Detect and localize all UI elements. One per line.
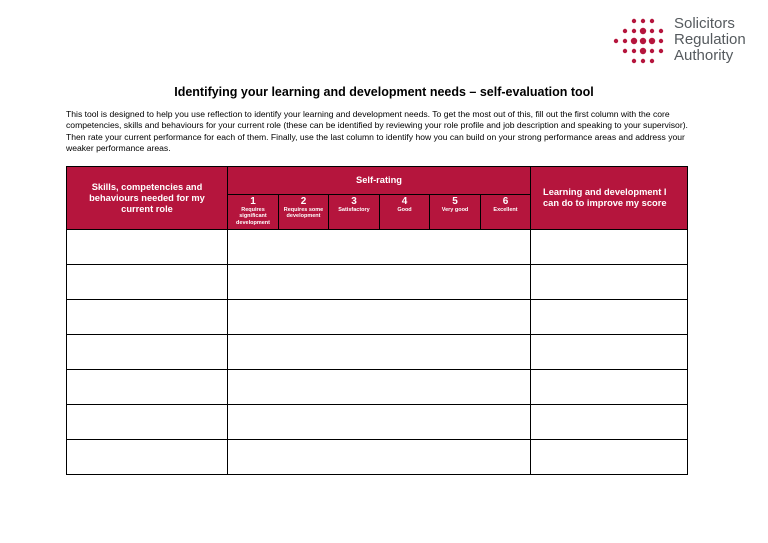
logo-dot: [650, 59, 654, 63]
rating-cell[interactable]: [228, 370, 531, 405]
logo-dot: [632, 59, 636, 63]
sra-logo: [612, 16, 762, 68]
intro-paragraph: This tool is designed to help you use reflection to identify your learning and development needs. To get the most out of this, fill out the first column with the core competencies, skills and behaviours for your current role (these can be identified by reviewing your role profile and job description and speaking to your supervisor). Then rate your current performance for each of them. Finally, use the last column to identify how you can build on your strong performance areas and address your weaker performance areas.: [66, 109, 688, 154]
learning-cell[interactable]: [531, 230, 688, 265]
skills-column-header: Skills, competencies and behaviours needed for my current role: [67, 167, 228, 230]
skill-cell[interactable]: [67, 230, 228, 265]
logo-dot: [632, 19, 636, 23]
table-row: [67, 230, 688, 265]
table-row: [67, 300, 688, 335]
table-row: [67, 370, 688, 405]
table-row: [67, 405, 688, 440]
dot-grid-logo-icon: [612, 16, 668, 68]
rating-2-header: 2 Requires some development: [279, 195, 329, 230]
rating-1-header: 1 Requires significant development: [228, 195, 279, 230]
table-row: [67, 335, 688, 370]
learning-cell[interactable]: [531, 335, 688, 370]
logo-dot: [650, 29, 654, 33]
table-row: [67, 440, 688, 475]
logo-line-3: Authority: [674, 47, 734, 64]
logo-dot: [650, 19, 654, 23]
logo-dot: [623, 49, 627, 53]
rating-cell[interactable]: [228, 230, 531, 265]
skill-cell[interactable]: [67, 370, 228, 405]
logo-dot: [649, 38, 655, 44]
rating-cell[interactable]: [228, 265, 531, 300]
logo-dot: [659, 39, 663, 43]
rating-4-header: 4 Good: [380, 195, 430, 230]
logo-wordmark: [674, 16, 746, 64]
logo-dot: [650, 49, 654, 53]
self-evaluation-table: [66, 166, 688, 475]
skill-cell[interactable]: [67, 265, 228, 300]
logo-dot: [640, 38, 646, 44]
skill-cell[interactable]: [67, 440, 228, 475]
learning-cell[interactable]: [531, 300, 688, 335]
skill-cell[interactable]: [67, 335, 228, 370]
rating-cell[interactable]: [228, 440, 531, 475]
rating-3-header: 3 Satisfactory: [329, 195, 380, 230]
page-title: Identifying your learning and development needs – self-evaluation tool: [174, 85, 594, 99]
learning-column-header: Learning and development I can do to improve my score: [531, 167, 688, 230]
rating-6-header: 6 Excellent: [481, 195, 531, 230]
logo-dot: [623, 39, 627, 43]
learning-cell[interactable]: [531, 265, 688, 300]
logo-line-1: Solicitors: [674, 15, 735, 32]
skill-cell[interactable]: [67, 405, 228, 440]
rating-cell[interactable]: [228, 335, 531, 370]
logo-dot: [659, 29, 663, 33]
logo-dot: [632, 29, 636, 33]
logo-dot: [641, 19, 645, 23]
logo-dot: [640, 48, 646, 54]
rating-cell[interactable]: [228, 405, 531, 440]
skill-cell[interactable]: [67, 300, 228, 335]
learning-cell[interactable]: [531, 405, 688, 440]
rating-5-header: 5 Very good: [430, 195, 481, 230]
table-row: [67, 265, 688, 300]
learning-cell[interactable]: [531, 440, 688, 475]
logo-line-2: Regulation: [674, 31, 746, 48]
logo-dot: [614, 39, 618, 43]
logo-dot: [632, 49, 636, 53]
logo-dot: [631, 38, 637, 44]
rating-cell[interactable]: [228, 300, 531, 335]
logo-dot: [659, 49, 663, 53]
logo-dot: [640, 28, 646, 34]
learning-cell[interactable]: [531, 370, 688, 405]
logo-dot: [641, 59, 645, 63]
self-rating-header: Self-rating: [228, 167, 531, 195]
logo-dot: [623, 29, 627, 33]
